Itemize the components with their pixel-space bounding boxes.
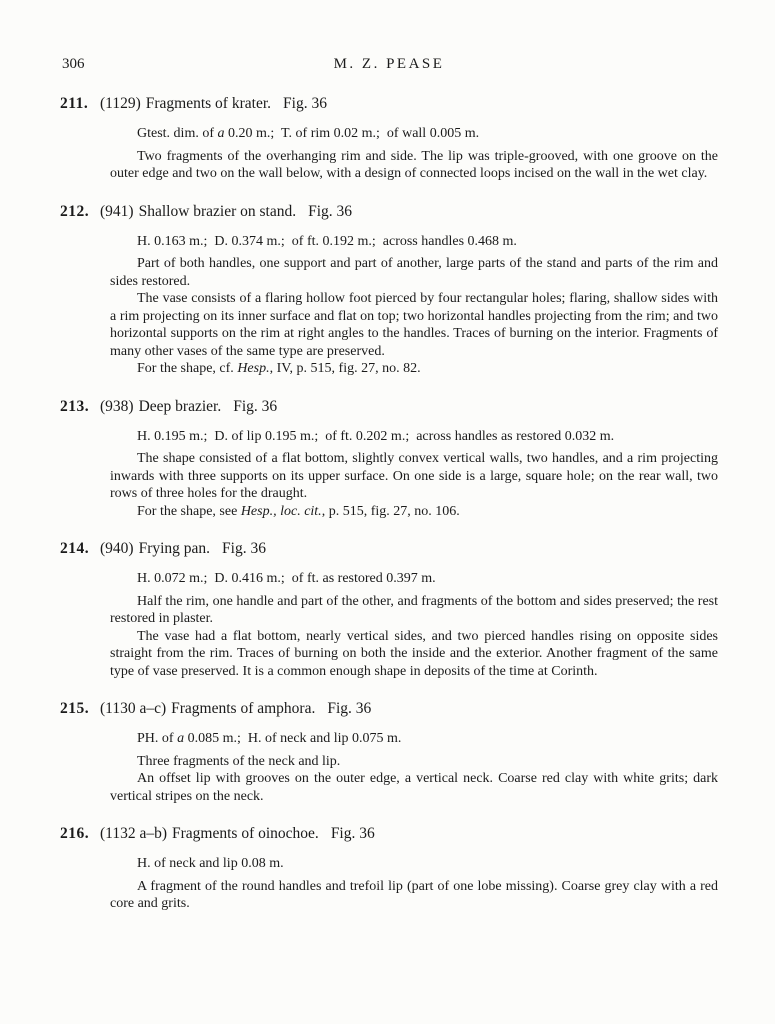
body-paragraph: A fragment of the round handles and trefoil lip (part of one lobe missing). Coarse grey clay with a red core and grits. (110, 878, 718, 911)
entry-heading (60, 202, 718, 221)
measurements-line: PH. of a 0.085 m.; H. of neck and lip 0.075 m. (137, 731, 402, 746)
entry-number: 211. (60, 95, 89, 112)
page-number: 306 (62, 56, 85, 72)
entry-heading (60, 824, 718, 843)
catalog-number: (940) (100, 540, 134, 557)
catalog-number: (941) (100, 202, 134, 220)
entry-number: 212. (60, 202, 90, 220)
measurements-line: H. 0.072 m.; D. 0.416 m.; of ft. as restored 0.397 m. (137, 571, 436, 586)
entry-title: Fragments of amphora. (171, 700, 316, 717)
measurements-line: H. 0.163 m.; D. 0.374 m.; of ft. 0.192 m.; across handles 0.468 m. (137, 233, 517, 249)
entry (60, 824, 718, 913)
body-paragraph: The vase had a flat bottom, nearly vertical sides, and two pierced handles rising on opposite sides straight from the rim. Traces of burning on both the inside and the exterior. Another fragment of the same type of vase preserved. It is a common enough shape in deposits of the time at Corinth. (110, 628, 718, 679)
entry (60, 699, 718, 805)
entry-title: Deep brazier. (138, 397, 222, 415)
entry-heading (60, 699, 718, 718)
entry (60, 202, 718, 378)
body-paragraph: Three fragments of the neck and lip. (137, 753, 341, 769)
body-paragraph: The vase consists of a flaring hollow foot pierced by four rectangular holes; flaring, shallow sides with a rim projecting on its inner surface and flat on top; two horizontal handles projecting from the rim; and two horizontal supports on the rim at right angles to the handles. Traces of burning on the interior. Fragments of many other vases of the same type are preserved. (110, 291, 718, 359)
body-paragraph: An offset lip with grooves on the outer edge, a vertical neck. Coarse red clay with white grits; dark vertical stripes on the neck. (110, 771, 718, 804)
body-paragraph: Half the rim, one handle and part of the other, and fragments of the bottom and sides preserved; the rest restored in plaster. (110, 593, 718, 626)
measurements-line: Gtest. dim. of a 0.20 m.; T. of rim 0.02 m.; of wall 0.005 m. (137, 126, 480, 141)
page-header (60, 56, 718, 75)
entry-title: Frying pan. (138, 540, 211, 557)
catalog-number: (938) (100, 397, 134, 415)
running-head: M. Z. PEASE (333, 56, 445, 72)
figure-reference: Fig. 36 (327, 700, 372, 717)
entry-number: 216. (60, 825, 90, 842)
entry (60, 397, 718, 521)
shape-reference: For the shape, cf. Hesp., IV, p. 515, fig. 27, no. 82. (137, 361, 421, 376)
entry-number: 215. (60, 700, 90, 717)
figure-reference: Fig. 36 (308, 202, 353, 220)
entry-heading (60, 94, 718, 113)
entry-number: 213. (60, 397, 90, 415)
entry (60, 539, 718, 680)
catalog-number: (1129) (100, 95, 141, 112)
figure-reference: Fig. 36 (330, 825, 375, 842)
entry-heading (60, 539, 718, 558)
entry (60, 94, 718, 183)
shape-reference: For the shape, see Hesp., loc. cit., p. 515, fig. 27, no. 106. (137, 503, 460, 519)
entry-heading (60, 397, 718, 416)
entry-title: Fragments of oinochoe. (172, 825, 319, 842)
catalog-number: (1132 a–b) (100, 825, 168, 842)
entry-number: 214. (60, 540, 90, 557)
measurements-line: H. 0.195 m.; D. of lip 0.195 m.; of ft. 0.202 m.; across handles as restored 0.032 m. (137, 428, 615, 444)
entry-title: Shallow brazier on stand. (138, 202, 297, 220)
measurements-line: H. of neck and lip 0.08 m. (137, 856, 284, 871)
page-content (60, 56, 718, 913)
body-paragraph: Two fragments of the overhanging rim and side. The lip was triple-grooved, with one groove on the outer edge and two on the wall below, with a design of connected loops incised on the wall in the wet clay. (110, 148, 718, 181)
catalog-number: (1130 a–c) (100, 700, 167, 717)
body-paragraph: The shape consisted of a flat bottom, slightly convex vertical walls, two handles, and a rim projecting inwards with three supports on its upper surface. On one side is a large, square hole; on the rear wall, two rows of three holes for the draught. (110, 451, 718, 501)
figure-reference: Fig. 36 (222, 540, 266, 557)
entry-title: Fragments of krater. (145, 95, 272, 112)
figure-reference: Fig. 36 (283, 95, 327, 112)
body-paragraph: Part of both handles, one support and part of another, large parts of the stand and parts of the rim and sides restored. (110, 256, 718, 289)
figure-reference: Fig. 36 (233, 397, 278, 415)
